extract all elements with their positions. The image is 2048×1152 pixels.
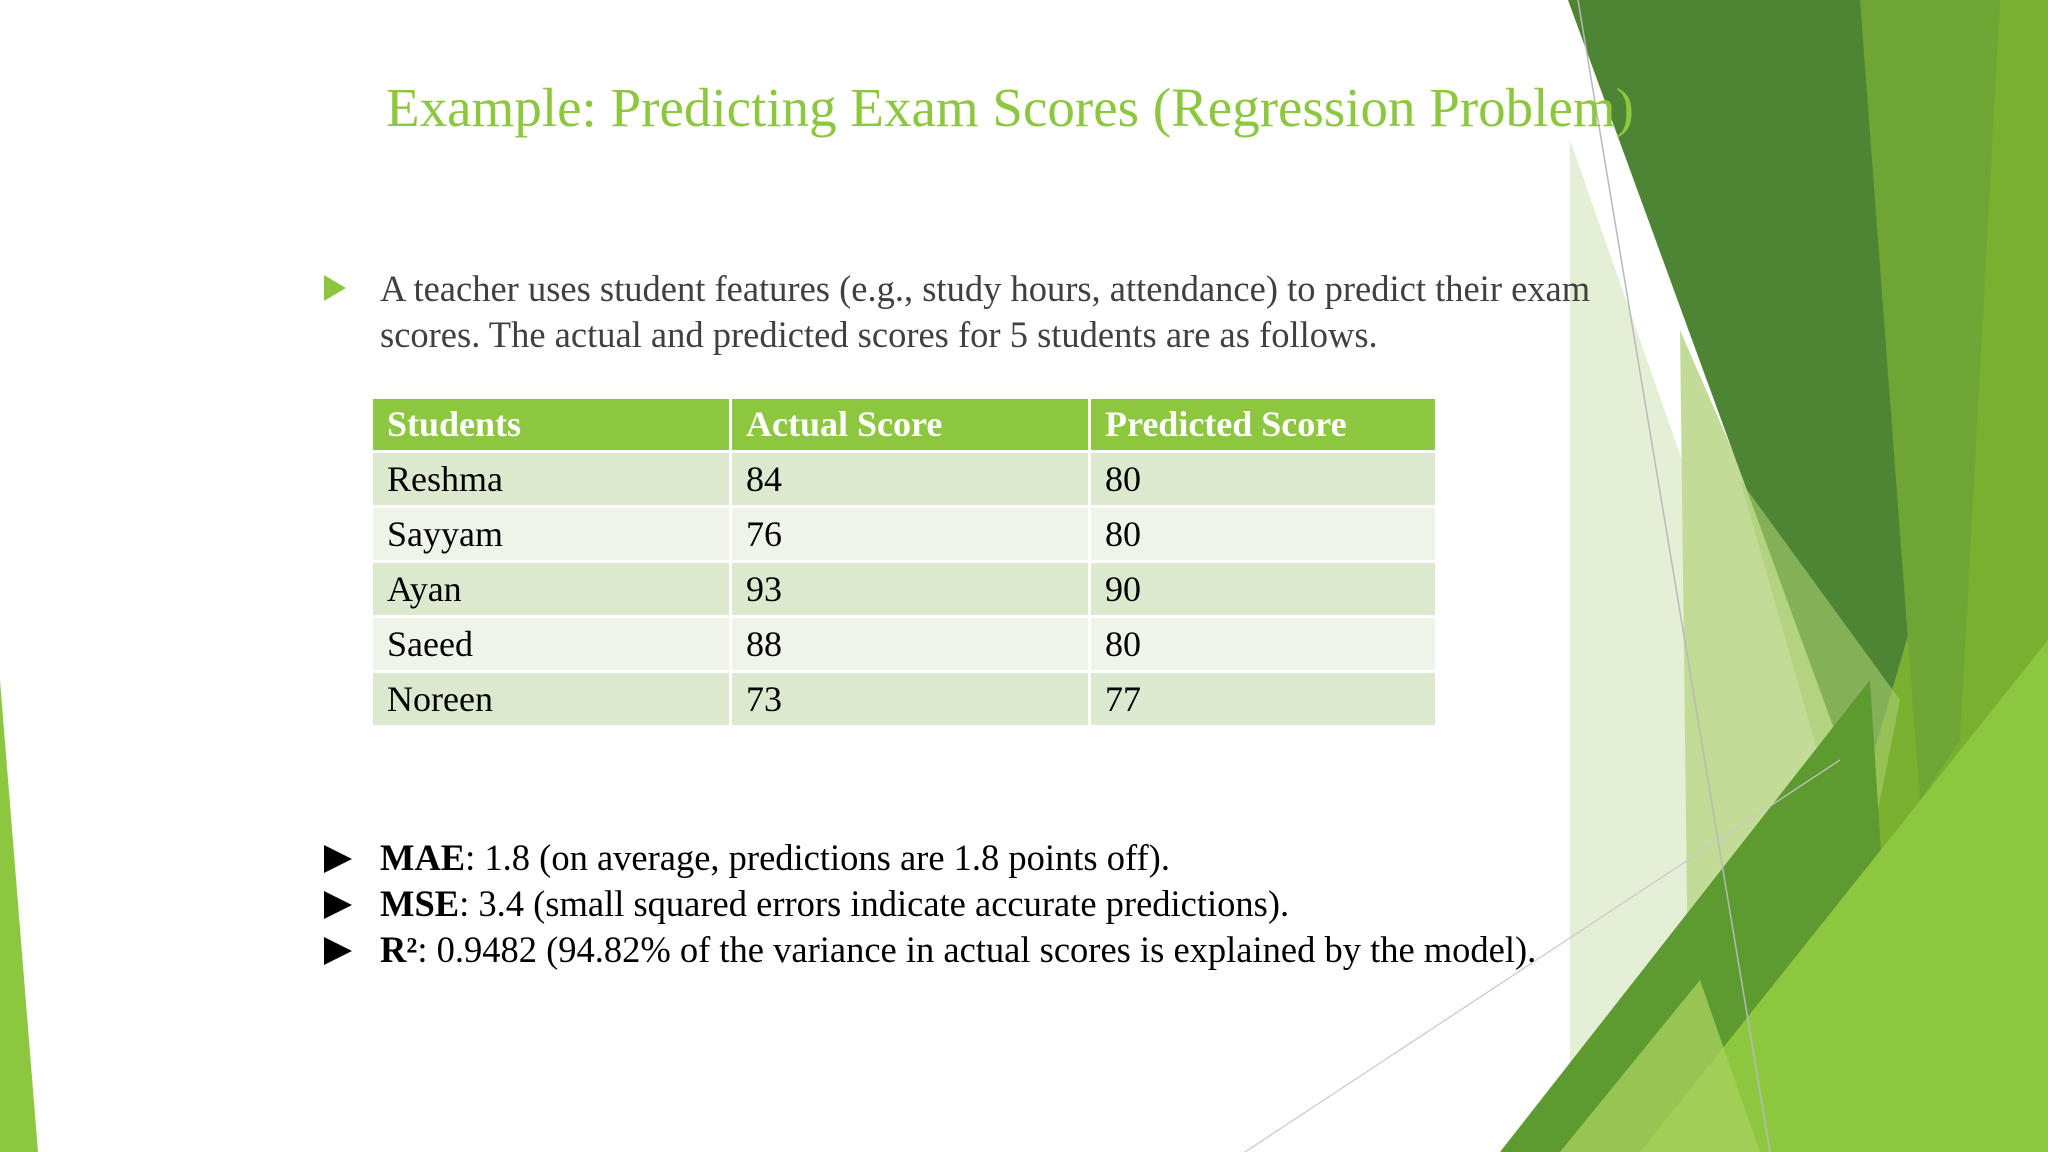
predicted-score: 80	[1090, 452, 1437, 507]
metric-description: : 0.9482 (94.82% of the variance in actual scores is explained by the model).	[417, 929, 1537, 970]
metric-label: MSE	[380, 883, 460, 924]
table-row	[372, 562, 1437, 617]
intro-paragraph	[324, 266, 1684, 358]
table-header-row	[372, 398, 1437, 452]
triangle-bullet-icon	[324, 275, 346, 301]
table-row	[372, 452, 1437, 507]
metric-mse	[324, 881, 1724, 927]
intro-text: A teacher uses student features (e.g., study hours, attendance) to predict their exam scores. The actual and predicted scores for 5 students are as follows.	[380, 268, 1591, 355]
scores-table	[370, 396, 1438, 728]
black-triangle-bullet-icon	[324, 891, 352, 919]
table-row	[372, 672, 1437, 727]
predicted-score: 77	[1090, 672, 1437, 727]
metrics-list	[324, 835, 1724, 973]
metric-text	[380, 881, 1289, 927]
metric-label: R²	[380, 929, 418, 970]
metric-mae	[324, 835, 1724, 881]
metric-description: : 1.8 (on average, predictions are 1.8 points off).	[465, 837, 1170, 878]
header-predicted-score: Predicted Score	[1090, 398, 1437, 452]
student-name: Sayyam	[372, 507, 731, 562]
predicted-score: 80	[1090, 507, 1437, 562]
actual-score: 76	[731, 507, 1090, 562]
student-name: Reshma	[372, 452, 731, 507]
predicted-score: 90	[1090, 562, 1437, 617]
student-name: Ayan	[372, 562, 731, 617]
predicted-score: 80	[1090, 617, 1437, 672]
metric-text	[380, 927, 1536, 973]
table-row	[372, 617, 1437, 672]
slide-title: Example: Predicting Exam Scores (Regression Problem)	[386, 77, 1634, 138]
actual-score: 88	[731, 617, 1090, 672]
actual-score: 93	[731, 562, 1090, 617]
actual-score: 84	[731, 452, 1090, 507]
student-name: Saeed	[372, 617, 731, 672]
header-students: Students	[372, 398, 731, 452]
black-triangle-bullet-icon	[324, 845, 352, 873]
metric-text	[380, 835, 1170, 881]
header-actual-score: Actual Score	[731, 398, 1090, 452]
table-row	[372, 507, 1437, 562]
black-triangle-bullet-icon	[324, 937, 352, 965]
metric-r-squared	[324, 927, 1724, 973]
metric-description: : 3.4 (small squared errors indicate accurate predictions).	[459, 883, 1290, 924]
metric-label: MAE	[380, 837, 466, 878]
left-decor-shape	[0, 680, 38, 1152]
student-name: Noreen	[372, 672, 731, 727]
actual-score: 73	[731, 672, 1090, 727]
